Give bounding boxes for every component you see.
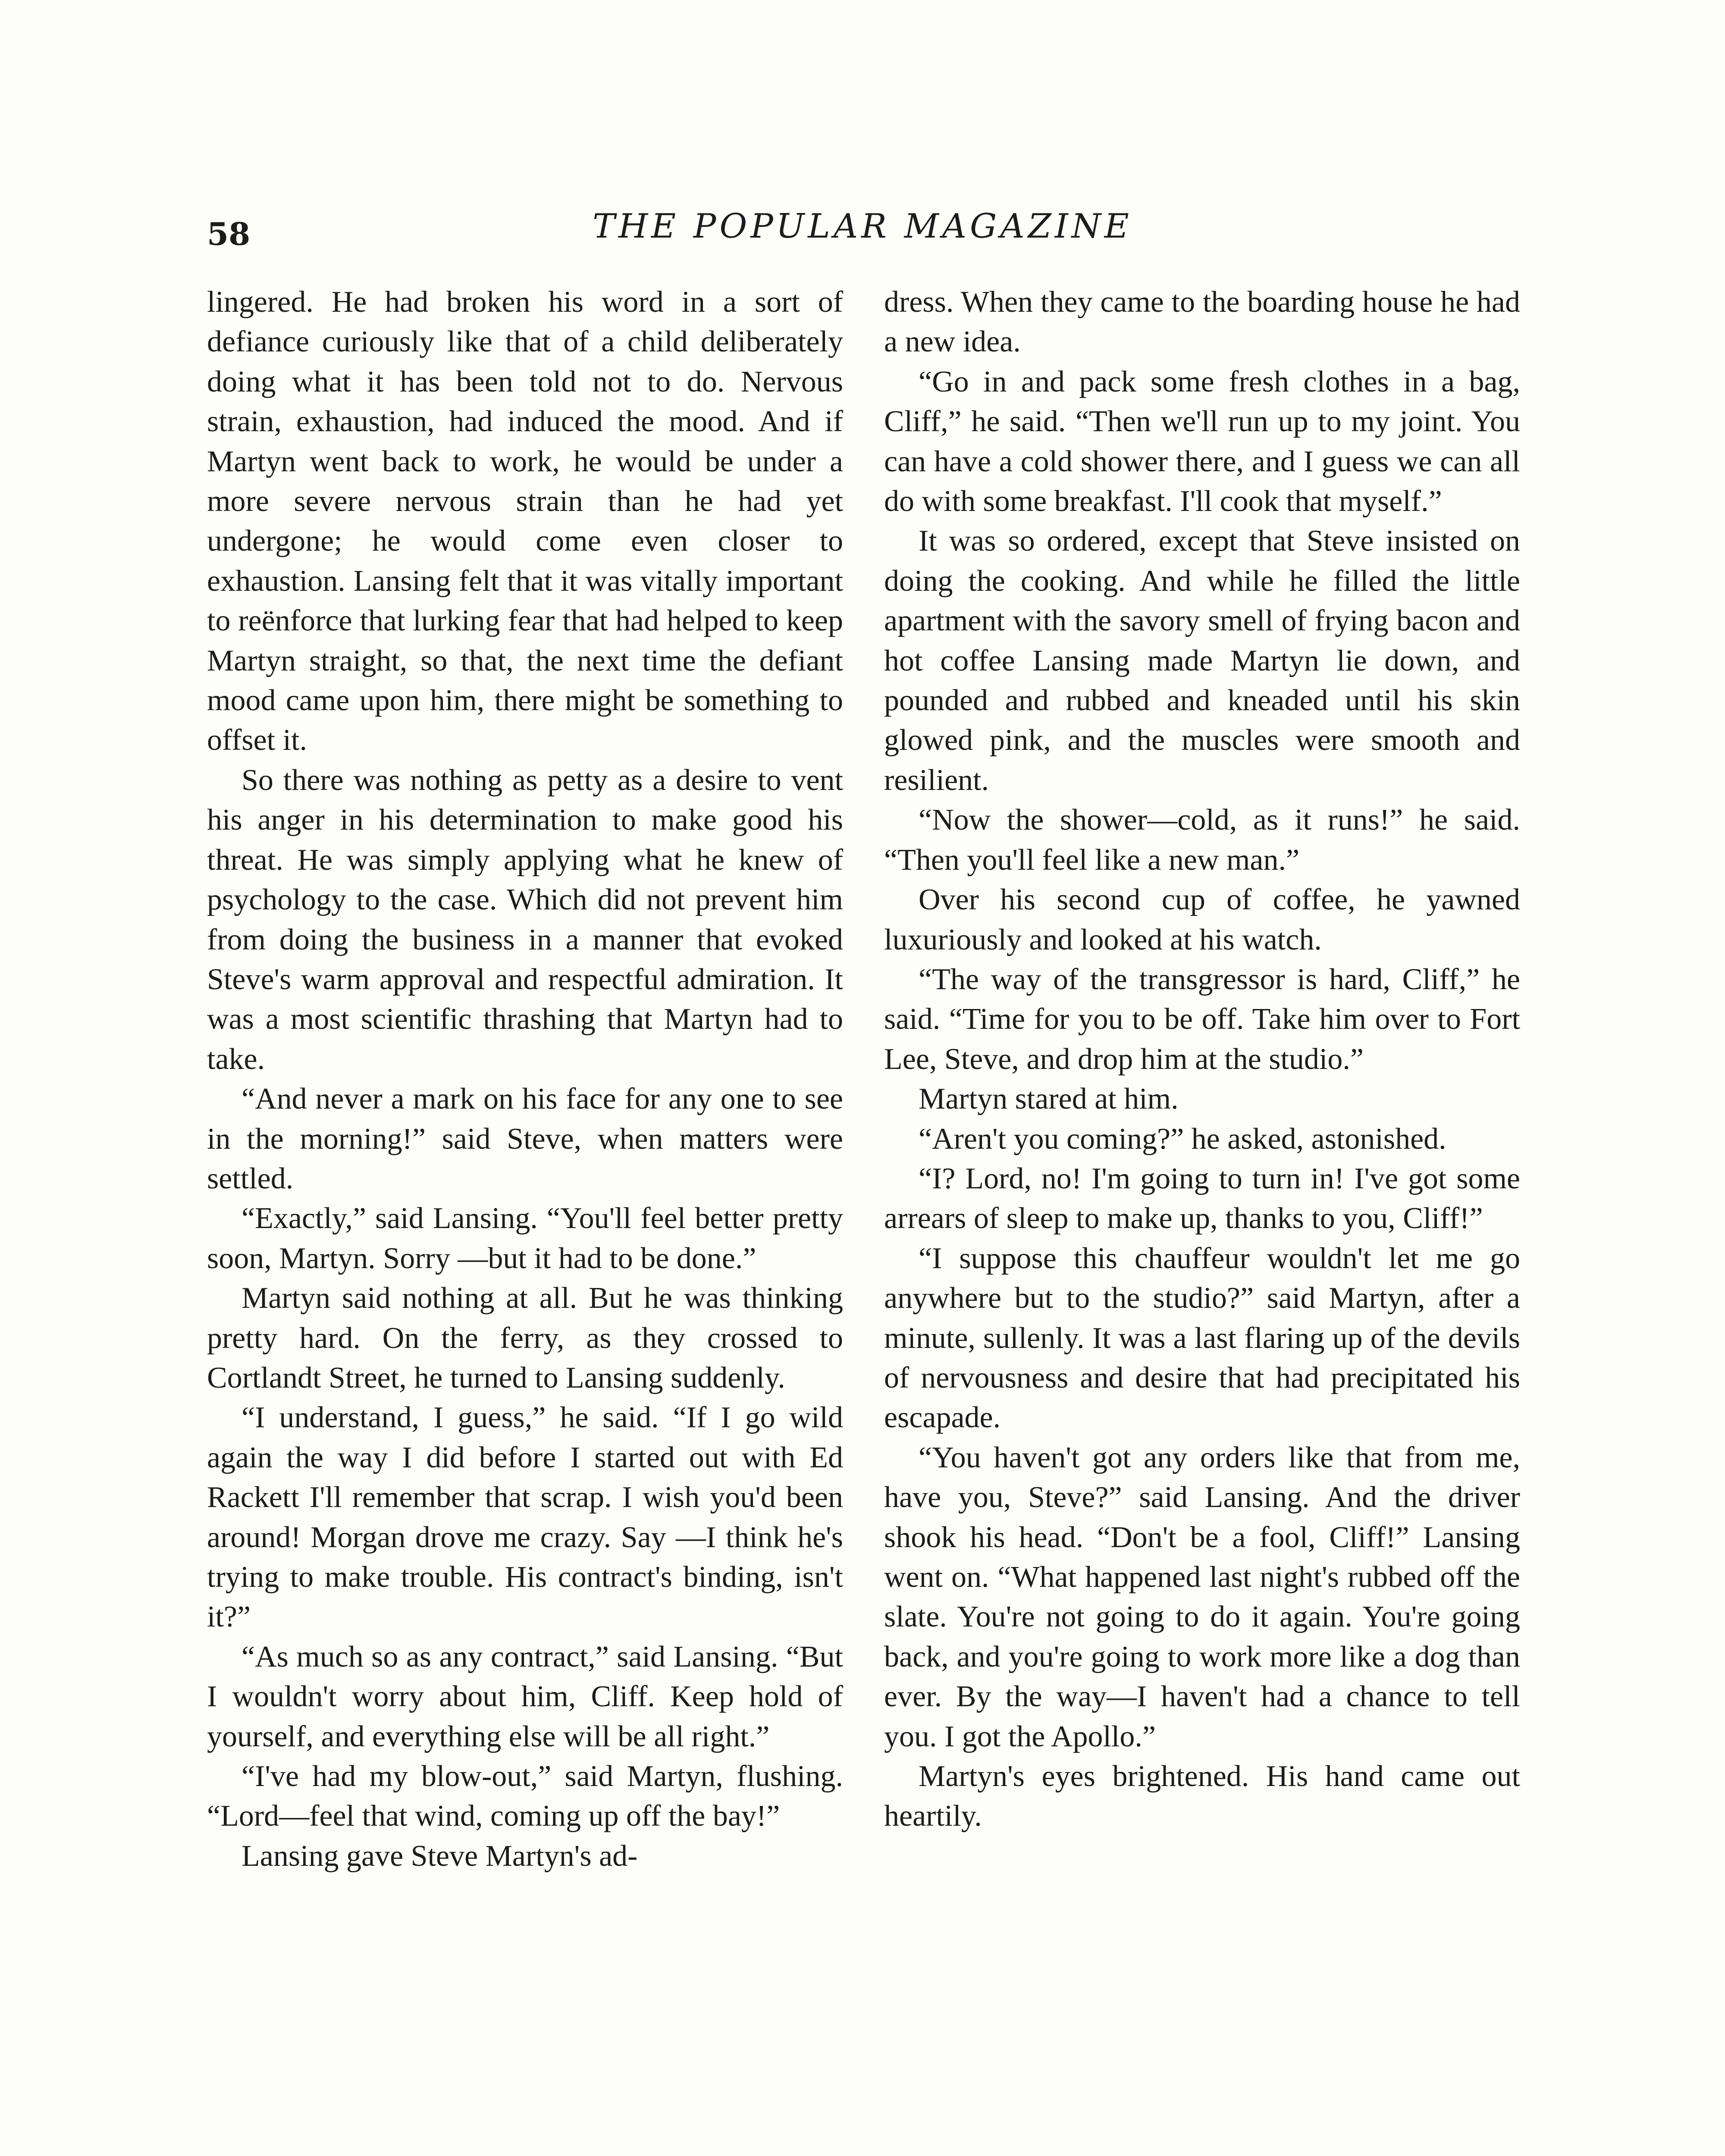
- paragraph: “I understand, I guess,” he said. “If I go wild again the way I did before I started out with Ed Rackett I'll remember that scrap. I wish you'd been around! Morgan drove me crazy. Say —I think he's trying to make trouble. His contract's binding, isn't it?”: [207, 1401, 843, 1634]
- paragraph: So there was nothing as petty as a desire to vent his anger in his determination to make good his threat. He was simply applying what he knew of psychology to the case. Which did not prevent him from doing the business in a manner that evoked Steve's warm approval and respectful admiration. It was a most scientific thrashing that Martyn had to take.: [207, 763, 843, 1076]
- right-column: [884, 282, 1520, 1836]
- paragraph: “I? Lord, no! I'm going to turn in! I've got some arrears of sleep to make up, thanks to you, Cliff!”: [884, 1162, 1520, 1235]
- page-header: [207, 207, 1518, 267]
- paragraph: “I've had my blow-out,” said Martyn, flushing. “Lord—feel that wind, coming up off the bay!”: [207, 1760, 843, 1833]
- paragraph: “The way of the transgressor is hard, Cliff,” he said. “Time for you to be off. Take him over to Fort Lee, Steve, and drop him at the studio.”: [884, 962, 1520, 1076]
- paragraph: Lansing gave Steve Martyn's ad-: [242, 1839, 638, 1873]
- paragraph: Martyn's eyes brightened. His hand came out heartily.: [884, 1760, 1520, 1833]
- paragraph: “Exactly,” said Lansing. “You'll feel better pretty soon, Martyn. Sorry —but it had to be done.”: [207, 1202, 843, 1275]
- paragraph: “And never a mark on his face for any one to see in the morning!” said Steve, when matters were settled.: [207, 1082, 843, 1195]
- left-column: [207, 282, 843, 1876]
- paragraph: “As much so as any contract,” said Lansing. “But I wouldn't worry about him, Cliff. Keep hold of yourself, and everything else will be all right.”: [207, 1640, 843, 1753]
- paragraph: lingered. He had broken his word in a sort of defiance curiously like that of a child deliberately doing what it has been told not to do. Nervous strain, exhaustion, had induced the mood. And if Martyn went back to work, he would be under a more severe nervous strain than he had yet undergone; he would come even closer to exhaustion. Lansing felt that it was vitally important to reënforce that lurking fear that had helped to keep Martyn straight, so that, the next time the defiant mood came upon him, there might be something to offset it.: [207, 285, 843, 757]
- paragraph: “You haven't got any orders like that from me, have you, Steve?” said Lansing. And the driver shook his head. “Don't be a fool, Cliff!” Lansing went on. “What happened last night's rubbed off the slate. You're not going to do it again. You're going back, and you're going to work more like a dog than ever. By the way—I haven't had a chance to tell you. I got the Apollo.”: [884, 1441, 1520, 1753]
- paragraph: It was so ordered, except that Steve insisted on doing the cooking. And while he filled the little apartment with the savory smell of frying bacon and hot coffee Lansing made Martyn lie down, and pounded and rubbed and kneaded until his skin glowed pink, and the muscles were smooth and resilient.: [884, 524, 1520, 797]
- magazine-title: THE POPULAR MAGAZINE: [593, 207, 1132, 246]
- paragraph: Martyn said nothing at all. But he was thinking pretty hard. On the ferry, as they crossed to Cortlandt Street, he turned to Lansing suddenly.: [207, 1282, 843, 1395]
- paragraph: “I suppose this chauffeur wouldn't let me go anywhere but to the studio?” said Martyn, after a minute, sullenly. It was a last flaring up of the devils of nervousness and desire that had precipitated his escapade.: [884, 1241, 1520, 1435]
- paragraph: “Go in and pack some fresh clothes in a bag, Cliff,” he said. “Then we'll run up to my joint. You can have a cold shower there, and I guess we can all do with some breakfast. I'll cook that myself.”: [884, 365, 1520, 518]
- paragraph: Martyn stared at him.: [919, 1082, 1179, 1116]
- paragraph: “Now the shower—cold, as it runs!” he said. “Then you'll feel like a new man.”: [884, 803, 1520, 877]
- paragraph: dress. When they came to the boarding house he had a new idea.: [884, 285, 1520, 359]
- page-number: 58: [207, 216, 251, 252]
- paragraph: Over his second cup of coffee, he yawned luxuriously and looked at his watch.: [884, 883, 1520, 956]
- paragraph: “Aren't you coming?” he asked, astonished.: [919, 1122, 1446, 1156]
